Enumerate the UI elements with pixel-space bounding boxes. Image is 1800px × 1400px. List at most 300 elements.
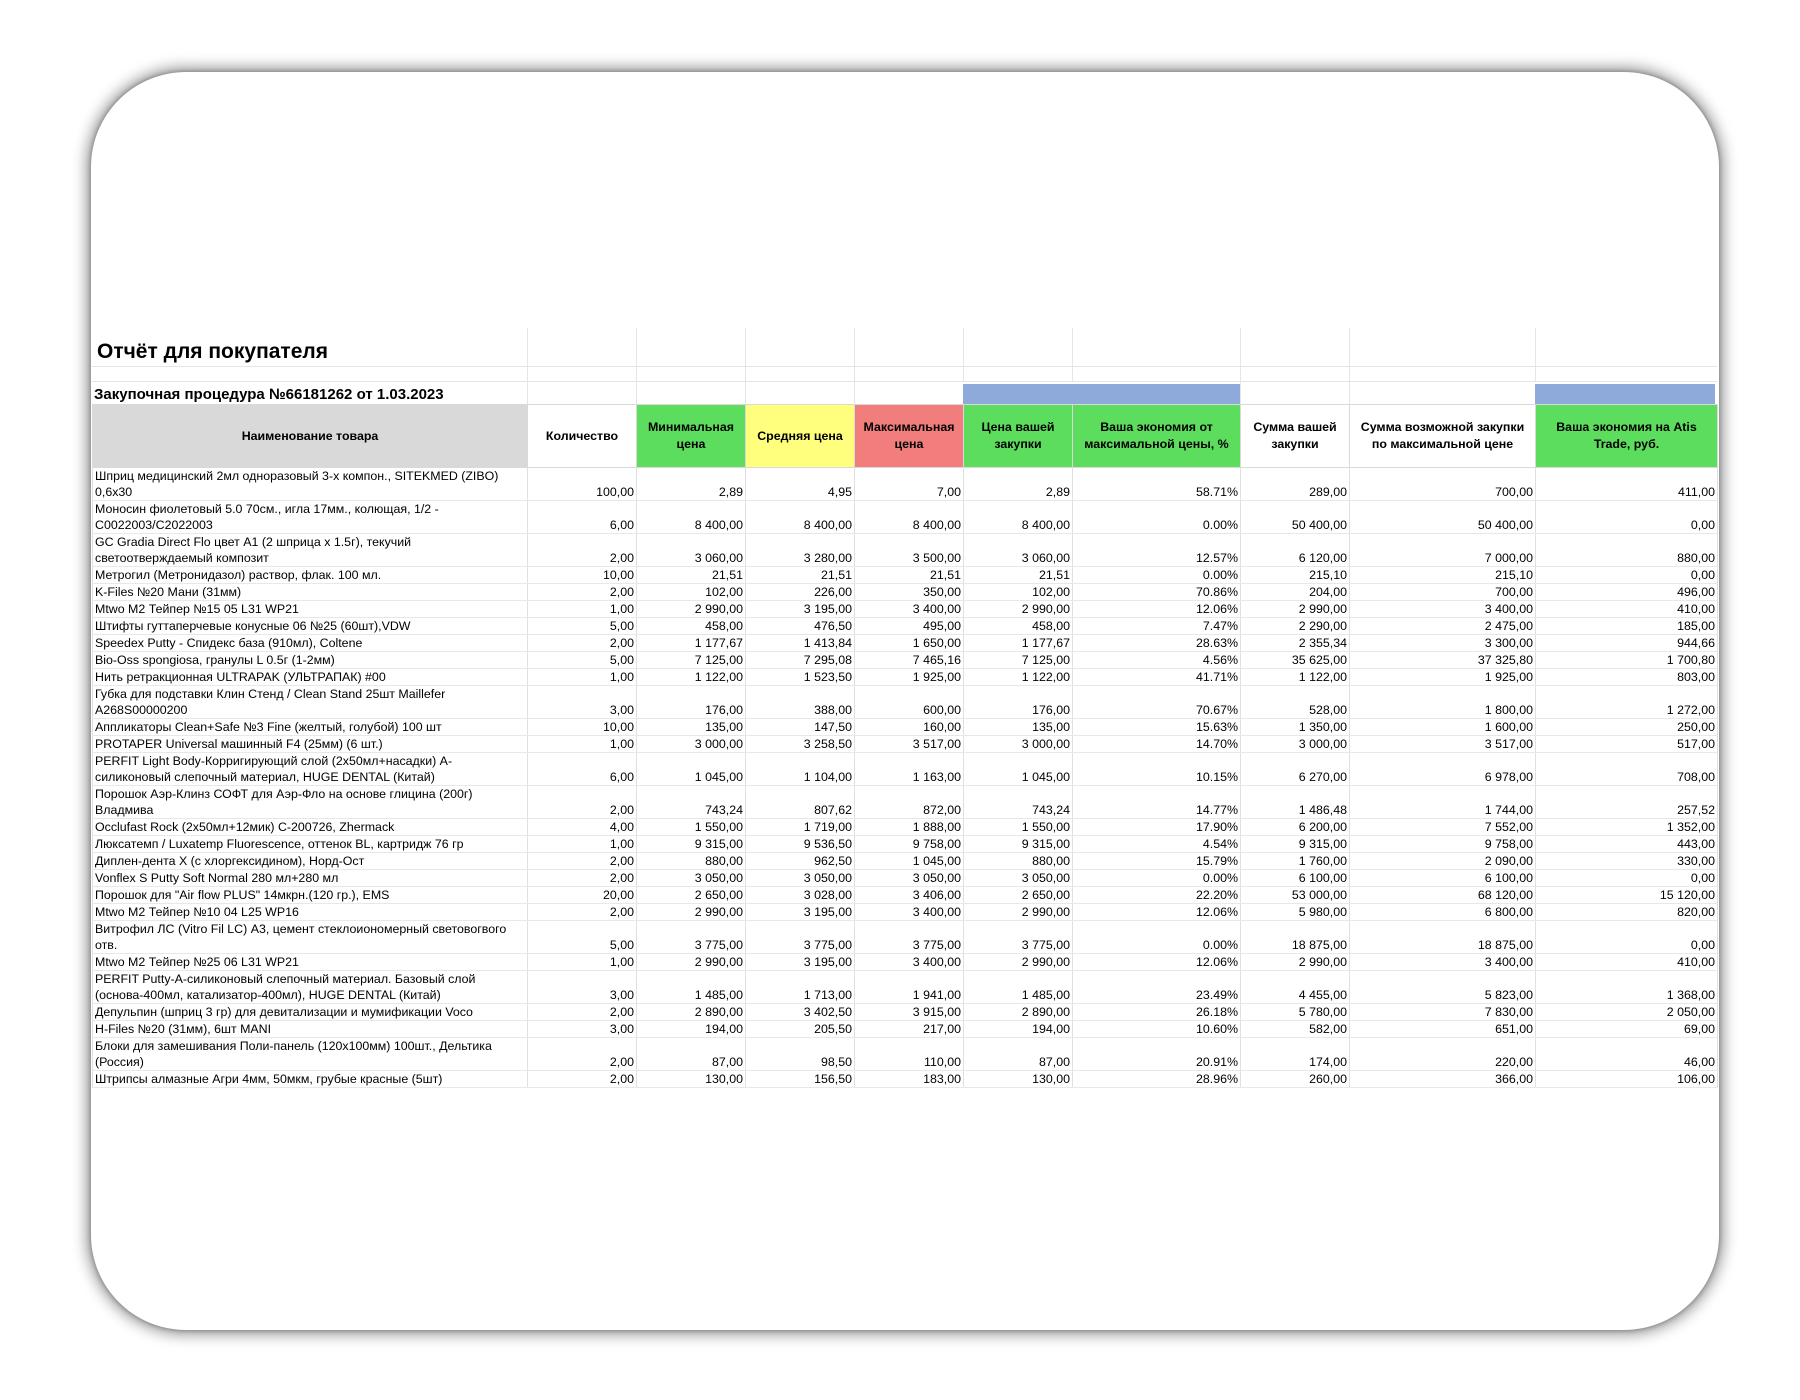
cell-min-price[interactable]: 194,00: [637, 1021, 746, 1038]
cell-qty[interactable]: 100,00: [528, 468, 637, 501]
cell-your-price[interactable]: 2 650,00: [964, 887, 1073, 904]
cell-qty[interactable]: 20,00: [528, 887, 637, 904]
cell-sum[interactable]: 2 290,00: [1241, 618, 1350, 635]
header-saving-pct[interactable]: Ваша экономия от максимальной цены, %: [1073, 405, 1241, 468]
gridline: [745, 382, 746, 404]
cell-saving-pct[interactable]: 28.96%: [1073, 1071, 1241, 1088]
cell-your-price[interactable]: 2,89: [964, 468, 1073, 501]
cell-min-price[interactable]: 1 045,00: [637, 753, 746, 786]
cell-qty[interactable]: 1,00: [528, 601, 637, 618]
cell-name[interactable]: Губка для подставки Клин Стенд / Clean Stand 25шт Maillefer A268S00000200: [93, 686, 528, 719]
cell-saving-pct[interactable]: 7.47%: [1073, 618, 1241, 635]
cell-sum[interactable]: 18 875,00: [1241, 921, 1350, 954]
cell-saving-rub[interactable]: 496,00: [1536, 584, 1718, 601]
cell-min-price[interactable]: 458,00: [637, 618, 746, 635]
cell-your-price[interactable]: 194,00: [964, 1021, 1073, 1038]
cell-max-price[interactable]: 872,00: [855, 786, 964, 819]
cell-name[interactable]: Speedex Putty - Спидекс база (910мл), Coltene: [93, 635, 528, 652]
gridline: [1072, 328, 1073, 366]
cell-name[interactable]: Аппликаторы Clean+Safe №3 Fine (желтый, голубой) 100 шт: [93, 719, 528, 736]
cell-qty[interactable]: 1,00: [528, 736, 637, 753]
cell-saving-pct[interactable]: 0.00%: [1073, 501, 1241, 534]
cell-your-price[interactable]: 3 000,00: [964, 736, 1073, 753]
cell-max-price[interactable]: 1 045,00: [855, 853, 964, 870]
cell-sum-max[interactable]: 1 600,00: [1350, 719, 1536, 736]
cell-saving-rub[interactable]: 1 272,00: [1536, 686, 1718, 719]
cell-avg-price[interactable]: 3 402,50: [746, 1004, 855, 1021]
cell-max-price[interactable]: 350,00: [855, 584, 964, 601]
cell-your-price[interactable]: 130,00: [964, 1071, 1073, 1088]
cell-your-price[interactable]: 458,00: [964, 618, 1073, 635]
cell-sum-max[interactable]: 5 823,00: [1350, 971, 1536, 1004]
cell-sum[interactable]: 2 990,00: [1241, 601, 1350, 618]
cell-min-price[interactable]: 880,00: [637, 853, 746, 870]
cell-sum-max[interactable]: 1 744,00: [1350, 786, 1536, 819]
cell-name[interactable]: PERFIT Light Body-Корригирующий слой (2x50мл+насадки) А-силиконовый слепочный материал, HUGE DENTAL (Китай): [93, 753, 528, 786]
cell-saving-pct[interactable]: 0.00%: [1073, 921, 1241, 954]
cell-min-price[interactable]: 2 890,00: [637, 1004, 746, 1021]
cell-saving-pct[interactable]: 14.70%: [1073, 736, 1241, 753]
cell-saving-rub[interactable]: 0,00: [1536, 567, 1718, 584]
cell-saving-pct[interactable]: 14.77%: [1073, 786, 1241, 819]
cell-sum[interactable]: 1 350,00: [1241, 719, 1350, 736]
cell-min-price[interactable]: 176,00: [637, 686, 746, 719]
table-row: [93, 1004, 1718, 1021]
cell-your-price[interactable]: 3 060,00: [964, 534, 1073, 567]
cell-qty[interactable]: 2,00: [528, 1071, 637, 1088]
cell-sum-max[interactable]: 2 090,00: [1350, 853, 1536, 870]
header-min-price[interactable]: Минимальная цена: [637, 405, 746, 468]
cell-sum[interactable]: 2 990,00: [1241, 954, 1350, 971]
cell-max-price[interactable]: 110,00: [855, 1038, 964, 1071]
cell-saving-pct[interactable]: 20.91%: [1073, 1038, 1241, 1071]
cell-name[interactable]: Mtwo M2 Тейпер №25 06 L31 WP21: [93, 954, 528, 971]
cell-saving-rub[interactable]: 330,00: [1536, 853, 1718, 870]
cell-sum-max[interactable]: 7 000,00: [1350, 534, 1536, 567]
cell-sum-max[interactable]: 18 875,00: [1350, 921, 1536, 954]
cell-min-price[interactable]: 2,89: [637, 468, 746, 501]
cell-avg-price[interactable]: 3 258,50: [746, 736, 855, 753]
cell-min-price[interactable]: 3 775,00: [637, 921, 746, 954]
cell-saving-rub[interactable]: 820,00: [1536, 904, 1718, 921]
cell-qty[interactable]: 3,00: [528, 1021, 637, 1038]
cell-min-price[interactable]: 2 990,00: [637, 954, 746, 971]
cell-max-price[interactable]: 3 500,00: [855, 534, 964, 567]
cell-min-price[interactable]: 9 315,00: [637, 836, 746, 853]
cell-min-price[interactable]: 130,00: [637, 1071, 746, 1088]
table-row: [93, 971, 1718, 1004]
cell-sum[interactable]: 3 000,00: [1241, 736, 1350, 753]
cell-saving-pct[interactable]: 4.54%: [1073, 836, 1241, 853]
cell-sum-max[interactable]: 366,00: [1350, 1071, 1536, 1088]
cell-sum[interactable]: 4 455,00: [1241, 971, 1350, 1004]
cell-sum[interactable]: 204,00: [1241, 584, 1350, 601]
cell-sum[interactable]: 6 270,00: [1241, 753, 1350, 786]
cell-your-price[interactable]: 1 177,67: [964, 635, 1073, 652]
cell-sum-max[interactable]: 3 517,00: [1350, 736, 1536, 753]
cell-name[interactable]: Порошок Аэр-Клинз СОФТ для Аэр-Фло на основе глицина (200г) Владмива: [93, 786, 528, 819]
cell-saving-pct[interactable]: 23.49%: [1073, 971, 1241, 1004]
gridline: [1072, 367, 1073, 381]
table-row: [93, 618, 1718, 635]
cell-your-price[interactable]: 87,00: [964, 1038, 1073, 1071]
cell-min-price[interactable]: 1 485,00: [637, 971, 746, 1004]
cell-sum-max[interactable]: 220,00: [1350, 1038, 1536, 1071]
cell-saving-rub[interactable]: 46,00: [1536, 1038, 1718, 1071]
cell-sum[interactable]: 53 000,00: [1241, 887, 1350, 904]
cell-qty[interactable]: 2,00: [528, 786, 637, 819]
cell-max-price[interactable]: 21,51: [855, 567, 964, 584]
cell-min-price[interactable]: 3 050,00: [637, 870, 746, 887]
cell-avg-price[interactable]: 962,50: [746, 853, 855, 870]
cell-sum[interactable]: 1 486,48: [1241, 786, 1350, 819]
cell-sum[interactable]: 6 100,00: [1241, 870, 1350, 887]
cell-qty[interactable]: 2,00: [528, 584, 637, 601]
cell-sum-max[interactable]: 2 475,00: [1350, 618, 1536, 635]
cell-your-price[interactable]: 880,00: [964, 853, 1073, 870]
cell-qty[interactable]: 5,00: [528, 921, 637, 954]
cell-avg-price[interactable]: 3 028,00: [746, 887, 855, 904]
gridline: [1240, 367, 1241, 381]
cell-avg-price[interactable]: 1 104,00: [746, 753, 855, 786]
cell-name[interactable]: K-Files №20 Мани (31мм): [93, 584, 528, 601]
cell-saving-pct[interactable]: 70.67%: [1073, 686, 1241, 719]
cell-name[interactable]: Шприц медицинский 2мл одноразовый 3-х компон., SITEKMED (ZIBO) 0,6х30: [93, 468, 528, 501]
cell-sum[interactable]: 9 315,00: [1241, 836, 1350, 853]
cell-max-price[interactable]: 1 650,00: [855, 635, 964, 652]
cell-name[interactable]: PERFIT Putty-A-силиконовый слепочный материал. Базовый слой (основа-400мл, катализатор-400мл), HUGE DENTAL (Китай): [93, 971, 528, 1004]
cell-min-price[interactable]: 2 650,00: [637, 887, 746, 904]
cell-max-price[interactable]: 217,00: [855, 1021, 964, 1038]
cell-saving-rub[interactable]: 106,00: [1536, 1071, 1718, 1088]
cell-max-price[interactable]: 3 775,00: [855, 921, 964, 954]
cell-qty[interactable]: 2,00: [528, 853, 637, 870]
cell-avg-price[interactable]: 3 195,00: [746, 954, 855, 971]
cell-saving-pct[interactable]: 28.63%: [1073, 635, 1241, 652]
cell-avg-price[interactable]: 1 719,00: [746, 819, 855, 836]
cell-avg-price[interactable]: 807,62: [746, 786, 855, 819]
cell-min-price[interactable]: 1 122,00: [637, 669, 746, 686]
cell-your-price[interactable]: 102,00: [964, 584, 1073, 601]
cell-sum-max[interactable]: 3 400,00: [1350, 601, 1536, 618]
cell-saving-rub[interactable]: 517,00: [1536, 736, 1718, 753]
cell-qty[interactable]: 1,00: [528, 836, 637, 853]
cell-name[interactable]: Депульпин (шприц 3 гр) для девитализации и мумификации Voco: [93, 1004, 528, 1021]
cell-min-price[interactable]: 21,51: [637, 567, 746, 584]
cell-saving-rub[interactable]: 410,00: [1536, 954, 1718, 971]
cell-name[interactable]: Витрофил ЛС (Vitro Fil LC) А3, цемент стеклоиономерный световогвого отв.: [93, 921, 528, 954]
cell-sum-max[interactable]: 3 300,00: [1350, 635, 1536, 652]
cell-sum-max[interactable]: 651,00: [1350, 1021, 1536, 1038]
cell-sum[interactable]: 35 625,00: [1241, 652, 1350, 669]
cell-saving-rub[interactable]: 69,00: [1536, 1021, 1718, 1038]
cell-your-price[interactable]: 2 990,00: [964, 601, 1073, 618]
cell-sum[interactable]: 5 780,00: [1241, 1004, 1350, 1021]
cell-sum-max[interactable]: 700,00: [1350, 468, 1536, 501]
cell-your-price[interactable]: 8 400,00: [964, 501, 1073, 534]
cell-saving-pct[interactable]: 12.06%: [1073, 904, 1241, 921]
cell-avg-price[interactable]: 205,50: [746, 1021, 855, 1038]
cell-your-price[interactable]: 743,24: [964, 786, 1073, 819]
cell-sum[interactable]: 5 980,00: [1241, 904, 1350, 921]
cell-your-price[interactable]: 1 485,00: [964, 971, 1073, 1004]
cell-avg-price[interactable]: 3 775,00: [746, 921, 855, 954]
cell-sum-max[interactable]: 50 400,00: [1350, 501, 1536, 534]
header-sum-max[interactable]: Сумма возможной закупки по максимальной цене: [1350, 405, 1536, 468]
cell-sum-max[interactable]: 6 978,00: [1350, 753, 1536, 786]
cell-avg-price[interactable]: 3 195,00: [746, 904, 855, 921]
cell-sum[interactable]: 6 200,00: [1241, 819, 1350, 836]
cell-max-price[interactable]: 160,00: [855, 719, 964, 736]
cell-sum[interactable]: 1 760,00: [1241, 853, 1350, 870]
gridline: [636, 382, 637, 404]
cell-sum-max[interactable]: 700,00: [1350, 584, 1536, 601]
cell-max-price[interactable]: 8 400,00: [855, 501, 964, 534]
cell-sum-max[interactable]: 1 925,00: [1350, 669, 1536, 686]
cell-saving-pct[interactable]: 12.57%: [1073, 534, 1241, 567]
cell-avg-price[interactable]: 4,95: [746, 468, 855, 501]
cell-sum[interactable]: 174,00: [1241, 1038, 1350, 1071]
cell-name[interactable]: PROTAPER Universal машинный F4 (25мм) (6 шт.): [93, 736, 528, 753]
cell-your-price[interactable]: 7 125,00: [964, 652, 1073, 669]
cell-max-price[interactable]: 1 925,00: [855, 669, 964, 686]
header-saving-rub[interactable]: Ваша экономия на Atis Trade, руб.: [1536, 405, 1718, 468]
cell-avg-price[interactable]: 1 713,00: [746, 971, 855, 1004]
cell-saving-pct[interactable]: 4.56%: [1073, 652, 1241, 669]
cell-max-price[interactable]: 183,00: [855, 1071, 964, 1088]
cell-qty[interactable]: 5,00: [528, 618, 637, 635]
cell-qty[interactable]: 6,00: [528, 501, 637, 534]
cell-avg-price[interactable]: 3 195,00: [746, 601, 855, 618]
cell-name[interactable]: Mtwo M2 Тейпер №10 04 L25 WP16: [93, 904, 528, 921]
cell-min-price[interactable]: 3 000,00: [637, 736, 746, 753]
cell-saving-pct[interactable]: 10.15%: [1073, 753, 1241, 786]
cell-your-price[interactable]: 1 550,00: [964, 819, 1073, 836]
cell-sum-max[interactable]: 1 800,00: [1350, 686, 1536, 719]
cell-saving-rub[interactable]: 0,00: [1536, 921, 1718, 954]
cell-max-price[interactable]: 600,00: [855, 686, 964, 719]
cell-saving-rub[interactable]: 880,00: [1536, 534, 1718, 567]
cell-name[interactable]: GC Gradia Direct Flo цвет А1 (2 шприца х 1.5г), текучий светоотверждаемый композит: [93, 534, 528, 567]
cell-name[interactable]: Штрипсы алмазные Агри 4мм, 50мкм, грубые красные (5шт): [93, 1071, 528, 1088]
cell-min-price[interactable]: 2 990,00: [637, 601, 746, 618]
cell-saving-rub[interactable]: 708,00: [1536, 753, 1718, 786]
cell-qty[interactable]: 6,00: [528, 753, 637, 786]
cell-max-price[interactable]: 3 400,00: [855, 601, 964, 618]
cell-max-price[interactable]: 3 400,00: [855, 904, 964, 921]
cell-avg-price[interactable]: 1 523,50: [746, 669, 855, 686]
cell-avg-price[interactable]: 3 280,00: [746, 534, 855, 567]
title-gridlines: [92, 328, 1717, 366]
cell-saving-rub[interactable]: 411,00: [1536, 468, 1718, 501]
cell-min-price[interactable]: 3 060,00: [637, 534, 746, 567]
cell-avg-price[interactable]: 1 413,84: [746, 635, 855, 652]
cell-sum-max[interactable]: 68 120,00: [1350, 887, 1536, 904]
cell-name[interactable]: Штифты гуттаперчевые конусные 06 №25 (60шт),VDW: [93, 618, 528, 635]
header-avg-price[interactable]: Средняя цена: [746, 405, 855, 468]
cell-saving-rub[interactable]: 0,00: [1536, 870, 1718, 887]
header-sum[interactable]: Сумма вашей закупки: [1241, 405, 1350, 468]
cell-sum-max[interactable]: 6 100,00: [1350, 870, 1536, 887]
table-row: [93, 836, 1718, 853]
cell-your-price[interactable]: 2 890,00: [964, 1004, 1073, 1021]
cell-saving-rub[interactable]: 803,00: [1536, 669, 1718, 686]
cell-your-price[interactable]: 1 045,00: [964, 753, 1073, 786]
cell-your-price[interactable]: 3 775,00: [964, 921, 1073, 954]
cell-name[interactable]: Bio-Oss spongiosa, гранулы L 0.5г (1-2мм): [93, 652, 528, 669]
cell-min-price[interactable]: 2 990,00: [637, 904, 746, 921]
cell-name[interactable]: Mtwo M2 Тейпер №15 05 L31 WP21: [93, 601, 528, 618]
cell-sum-max[interactable]: 37 325,80: [1350, 652, 1536, 669]
cell-saving-pct[interactable]: 15.79%: [1073, 853, 1241, 870]
cell-qty[interactable]: 3,00: [528, 686, 637, 719]
cell-name[interactable]: Нить ретракционная ULTRAPAK (УЛЬТРАПАК) #00: [93, 669, 528, 686]
cell-avg-price[interactable]: 21,51: [746, 567, 855, 584]
cell-saving-pct[interactable]: 10.60%: [1073, 1021, 1241, 1038]
cell-max-price[interactable]: 3 915,00: [855, 1004, 964, 1021]
cell-saving-rub[interactable]: 0,00: [1536, 501, 1718, 534]
cell-max-price[interactable]: 3 050,00: [855, 870, 964, 887]
cell-saving-rub[interactable]: 1 700,80: [1536, 652, 1718, 669]
cell-sum[interactable]: 528,00: [1241, 686, 1350, 719]
cell-max-price[interactable]: 3 400,00: [855, 954, 964, 971]
cell-sum[interactable]: 215,10: [1241, 567, 1350, 584]
cell-name[interactable]: Люксатемп / Luxatemp Fluorescence, оттенок BL, картридж 76 гр: [93, 836, 528, 853]
header-max-price[interactable]: Максимальная цена: [855, 405, 964, 468]
cell-qty[interactable]: 5,00: [528, 652, 637, 669]
cell-max-price[interactable]: 1 163,00: [855, 753, 964, 786]
cell-your-price[interactable]: 3 050,00: [964, 870, 1073, 887]
cell-qty[interactable]: 2,00: [528, 1038, 637, 1071]
cell-qty[interactable]: 2,00: [528, 534, 637, 567]
header-your-price[interactable]: Цена вашей закупки: [964, 405, 1073, 468]
cell-saving-pct[interactable]: 0.00%: [1073, 567, 1241, 584]
cell-sum-max[interactable]: 3 400,00: [1350, 954, 1536, 971]
cell-your-price[interactable]: 21,51: [964, 567, 1073, 584]
cell-name[interactable]: Диплен-дента Х (с хлоргексидином), Норд-Ост: [93, 853, 528, 870]
cell-avg-price[interactable]: 388,00: [746, 686, 855, 719]
cell-saving-rub[interactable]: 2 050,00: [1536, 1004, 1718, 1021]
cell-saving-pct[interactable]: 15.63%: [1073, 719, 1241, 736]
cell-qty[interactable]: 2,00: [528, 904, 637, 921]
cell-min-price[interactable]: 743,24: [637, 786, 746, 819]
cell-qty[interactable]: 1,00: [528, 669, 637, 686]
cell-max-price[interactable]: 7,00: [855, 468, 964, 501]
cell-min-price[interactable]: 8 400,00: [637, 501, 746, 534]
cell-saving-pct[interactable]: 12.06%: [1073, 954, 1241, 971]
cell-max-price[interactable]: 3 406,00: [855, 887, 964, 904]
cell-qty[interactable]: 10,00: [528, 567, 637, 584]
cell-saving-rub[interactable]: 443,00: [1536, 836, 1718, 853]
cell-max-price[interactable]: 1 941,00: [855, 971, 964, 1004]
cell-your-price[interactable]: 1 122,00: [964, 669, 1073, 686]
cell-sum[interactable]: 1 122,00: [1241, 669, 1350, 686]
cell-saving-rub[interactable]: 257,52: [1536, 786, 1718, 819]
cell-sum[interactable]: 582,00: [1241, 1021, 1350, 1038]
cell-max-price[interactable]: 1 888,00: [855, 819, 964, 836]
cell-qty[interactable]: 10,00: [528, 719, 637, 736]
cell-saving-pct[interactable]: 17.90%: [1073, 819, 1241, 836]
cell-name[interactable]: Моносин фиолетовый 5.0 70см., игла 17мм., колющая, 1/2 - C0022003/C2022003: [93, 501, 528, 534]
cell-saving-pct[interactable]: 22.20%: [1073, 887, 1241, 904]
cell-avg-price[interactable]: 156,50: [746, 1071, 855, 1088]
cell-sum-max[interactable]: 215,10: [1350, 567, 1536, 584]
cell-name[interactable]: Блоки для замешивания Поли-панель (120х100мм) 100шт., Дельтика (Россия): [93, 1038, 528, 1071]
cell-sum[interactable]: 2 355,34: [1241, 635, 1350, 652]
cell-sum-max[interactable]: 9 758,00: [1350, 836, 1536, 853]
cell-qty[interactable]: 3,00: [528, 971, 637, 1004]
cell-saving-rub[interactable]: 1 368,00: [1536, 971, 1718, 1004]
cell-your-price[interactable]: 2 990,00: [964, 904, 1073, 921]
cell-name[interactable]: Метрогил (Метронидазол) раствор, флак. 100 мл.: [93, 567, 528, 584]
cell-avg-price[interactable]: 3 050,00: [746, 870, 855, 887]
cell-qty[interactable]: 2,00: [528, 870, 637, 887]
cell-saving-rub[interactable]: 15 120,00: [1536, 887, 1718, 904]
cell-min-price[interactable]: 7 125,00: [637, 652, 746, 669]
cell-name[interactable]: H-Files №20 (31мм), 6шт MANI: [93, 1021, 528, 1038]
cell-sum-max[interactable]: 7 830,00: [1350, 1004, 1536, 1021]
cell-sum[interactable]: 6 120,00: [1241, 534, 1350, 567]
cell-qty[interactable]: 4,00: [528, 819, 637, 836]
cell-avg-price[interactable]: 98,50: [746, 1038, 855, 1071]
cell-saving-rub[interactable]: 185,00: [1536, 618, 1718, 635]
cell-min-price[interactable]: 1 177,67: [637, 635, 746, 652]
cell-sum[interactable]: 260,00: [1241, 1071, 1350, 1088]
cell-avg-price[interactable]: 226,00: [746, 584, 855, 601]
cell-max-price[interactable]: 495,00: [855, 618, 964, 635]
cell-qty[interactable]: 1,00: [528, 954, 637, 971]
cell-your-price[interactable]: 9 315,00: [964, 836, 1073, 853]
cell-sum[interactable]: 50 400,00: [1241, 501, 1350, 534]
cell-sum-max[interactable]: 6 800,00: [1350, 904, 1536, 921]
header-qty[interactable]: Количество: [528, 405, 637, 468]
cell-max-price[interactable]: 9 758,00: [855, 836, 964, 853]
cell-saving-pct[interactable]: 58.71%: [1073, 468, 1241, 501]
cell-saving-rub[interactable]: 1 352,00: [1536, 819, 1718, 836]
cell-avg-price[interactable]: 147,50: [746, 719, 855, 736]
cell-max-price[interactable]: 7 465,16: [855, 652, 964, 669]
cell-saving-pct[interactable]: 70.86%: [1073, 584, 1241, 601]
cell-avg-price[interactable]: 476,50: [746, 618, 855, 635]
cell-your-price[interactable]: 135,00: [964, 719, 1073, 736]
cell-saving-rub[interactable]: 250,00: [1536, 719, 1718, 736]
cell-saving-pct[interactable]: 12.06%: [1073, 601, 1241, 618]
cell-max-price[interactable]: 3 517,00: [855, 736, 964, 753]
cell-saving-pct[interactable]: 0.00%: [1073, 870, 1241, 887]
cell-saving-pct[interactable]: 41.71%: [1073, 669, 1241, 686]
cell-sum-max[interactable]: 7 552,00: [1350, 819, 1536, 836]
cell-min-price[interactable]: 102,00: [637, 584, 746, 601]
cell-qty[interactable]: 2,00: [528, 1004, 637, 1021]
cell-name[interactable]: Vonflex S Putty Soft Normal 280 мл+280 мл: [93, 870, 528, 887]
cell-name[interactable]: Occlufast Rock (2x50мл+12мик) С-200726, Zhermack: [93, 819, 528, 836]
cell-min-price[interactable]: 87,00: [637, 1038, 746, 1071]
cell-avg-price[interactable]: 7 295,08: [746, 652, 855, 669]
cell-saving-rub[interactable]: 944,66: [1536, 635, 1718, 652]
cell-sum[interactable]: 289,00: [1241, 468, 1350, 501]
cell-your-price[interactable]: 176,00: [964, 686, 1073, 719]
cell-name[interactable]: Порошок для "Air flow PLUS" 14мкрн.(120 гр.), EMS: [93, 887, 528, 904]
cell-qty[interactable]: 2,00: [528, 635, 637, 652]
cell-min-price[interactable]: 1 550,00: [637, 819, 746, 836]
cell-avg-price[interactable]: 9 536,50: [746, 836, 855, 853]
cell-your-price[interactable]: 2 990,00: [964, 954, 1073, 971]
header-name[interactable]: Наименование товара: [93, 405, 528, 468]
cell-avg-price[interactable]: 8 400,00: [746, 501, 855, 534]
cell-min-price[interactable]: 135,00: [637, 719, 746, 736]
cell-saving-pct[interactable]: 26.18%: [1073, 1004, 1241, 1021]
cell-saving-rub[interactable]: 410,00: [1536, 601, 1718, 618]
